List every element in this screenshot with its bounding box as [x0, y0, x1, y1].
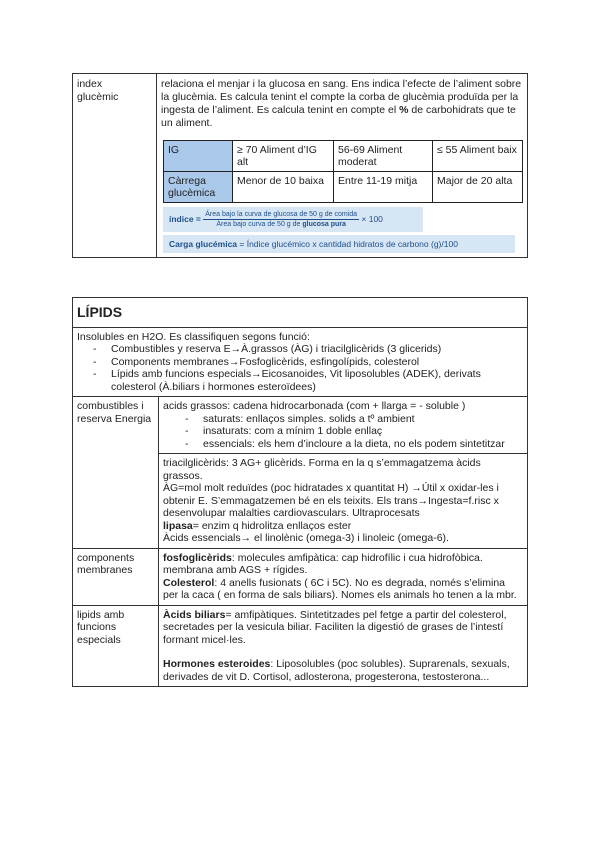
ig-cell: ≤ 55 Aliment baix [433, 141, 523, 172]
index-formula [163, 207, 423, 232]
especials-label: lipids amb funcions especials [73, 605, 159, 687]
triacilglicerids-cell [159, 454, 528, 549]
carga-formula-bold: Carga glucémica [169, 239, 238, 249]
acids-grassos-intro: acids grassos: cadena hidrocarbonada (com + llarga = - soluble ) [163, 400, 466, 412]
lipids-intro-text: Insolubles en H2O. Es classifiquen segons funció: [77, 330, 310, 343]
carga-formula [163, 235, 515, 253]
hormones-text [163, 658, 523, 683]
lipids-intro [73, 327, 528, 397]
formula-fraction [203, 210, 359, 229]
formula-numerator: Área bajo la curva de glucosa de 50 g de comida [205, 211, 358, 218]
ig-table [163, 140, 523, 203]
formula-denominator-bold: glucosa pura [302, 221, 346, 228]
list-item: - saturats: enllaços simples. solids a tº ambient [185, 413, 523, 426]
ig-cell: 56-69 Aliment moderat [334, 141, 433, 172]
triacil-text: triacilglicèrids: 3 AG+ glicèrids. Forma en la q s’emmagatzema àcids grassos. [163, 457, 481, 482]
especials-row [73, 605, 528, 687]
fosfo-rest: : molecules amfipàtica: cap hidrofílic i cua hidrofòbica. membrana amb AGS + rígides. [163, 551, 483, 576]
spacer [163, 646, 523, 658]
index-glucemic-row [73, 74, 528, 258]
lipids-intro-list [77, 343, 523, 393]
index-desc-bold: % [399, 104, 409, 116]
ab-rest: = amfipàtiques. Sintetitzades pel fetge a partir del colesterol, secretades per la vesicula biliar. Faciliten la digestió de grases de l’intestí formant micel·les. [163, 608, 507, 646]
index-glucemic-content [157, 74, 528, 258]
combustibles-label: combustibles i reserva Energia [73, 397, 159, 549]
col-bold: Colesterol [163, 576, 215, 589]
lipids-intro-row [73, 327, 528, 397]
list-item: - Combustibles y reserva E→À.grassos (ÀG) i triacilglicèrids (3 glicerids) [93, 343, 523, 356]
col-rest: : 4 anells fusionats ( 6C i 5C). No es degrada, només s’elimina per la caca ( en forma de sals biliars). Nomes els animals ho tenen a la mbr. [163, 576, 517, 601]
membranes-cell [159, 548, 528, 605]
index-desc-text-end: de carbohidrats que te un aliment. [161, 104, 516, 129]
carrega-cell: Entre 11-19 mitja [334, 172, 433, 203]
he-bold: Hormones esteroides [163, 658, 271, 670]
acids-grassos-list [163, 413, 523, 451]
list-item: - Components membranes→Fosfoglicèrids, esfingolípids, colesterol [93, 356, 523, 369]
index-glucemic-label: index glucèmic [73, 74, 157, 258]
lipids-title-row [73, 298, 528, 328]
list-item: - essencials: els hem d’incloure a la dieta, no els podem sintetitzar [185, 438, 523, 451]
membranes-label: components membranes [73, 548, 159, 605]
list-item: - Lípids amb funcions especials→Eicosanoides, Vit liposolubles (ADEK), derivats colesterol (À.biliars i hormones esteroïdees) [93, 368, 523, 393]
carrega-cell: Major de 20 alta [433, 172, 523, 203]
especials-cell [159, 605, 528, 687]
lipasa-rest: = enzim q hidrolitza enllaços ester [192, 519, 352, 532]
lipids-table [72, 297, 528, 687]
essencials-text: Àcids essencials→ el linolènic (omega-3) i linoleic (omega-6). [163, 532, 449, 544]
carrega-header: Càrrega glucèmica [164, 172, 233, 203]
formula-lhs: índice = [169, 214, 201, 224]
lipids-title: LÍPIDS [73, 298, 528, 328]
ig-header: IG [164, 141, 233, 172]
lipasa-bold: lipasa [163, 519, 193, 532]
lipasa-text [163, 520, 523, 533]
ig-cell: ≥ 70 Aliment d’IG alt [233, 141, 334, 172]
acids-grassos-cell [159, 397, 528, 454]
formula-denominator-text: Área bajo curva de 50 g de [216, 221, 303, 228]
index-glucemic-table [72, 73, 528, 258]
combustibles-row-1 [73, 397, 528, 454]
ab-bold: Àcids biliars [163, 608, 226, 621]
formula-rhs: × 100 [361, 214, 383, 224]
fosfo-bold: fosfoglicèrids [163, 551, 232, 564]
list-item: - insaturats: com a mínim 1 doble enllaç [185, 425, 523, 438]
index-desc-text: relaciona el menjar i la glucosa en sang. Ens indica l’efecte de l’aliment sobre la glucèmia. Es calcula tenint el compte la corba de glucèmia produïda per la ingesta de l’aliment. Es calcula tenint en compte el [161, 78, 522, 116]
carrega-row [164, 172, 523, 203]
ig-row [164, 141, 523, 172]
formula-denominator [203, 220, 359, 229]
he-rest: : Liposolubles (poc solubles). Suprarenals, sexuals, derivades de vit D. Cortisol, adlosterona, progesterona, testosterona... [163, 658, 510, 683]
colesterol-text [163, 577, 523, 602]
index-description [161, 78, 523, 130]
formula-box [163, 207, 523, 253]
ag-text: ÀG=mol molt reduïdes (poc hidratades x quantitat H) →Útil x oxidar-les i obtenir E. S’emmagatzemen bé en els teixits. Els trans→Ingesta=f.risc x desenvolupar malalties cardiovasculars. Ultraprocesats [163, 482, 499, 519]
membranes-row [73, 548, 528, 605]
carrega-cell: Menor de 10 baixa [233, 172, 334, 203]
fosfogliceriids-text [163, 552, 523, 577]
carga-formula-text: = Índice glucémico x cantidad hidratos de carbono (g)/100 [237, 239, 458, 249]
acids-biliars-text [163, 609, 523, 647]
